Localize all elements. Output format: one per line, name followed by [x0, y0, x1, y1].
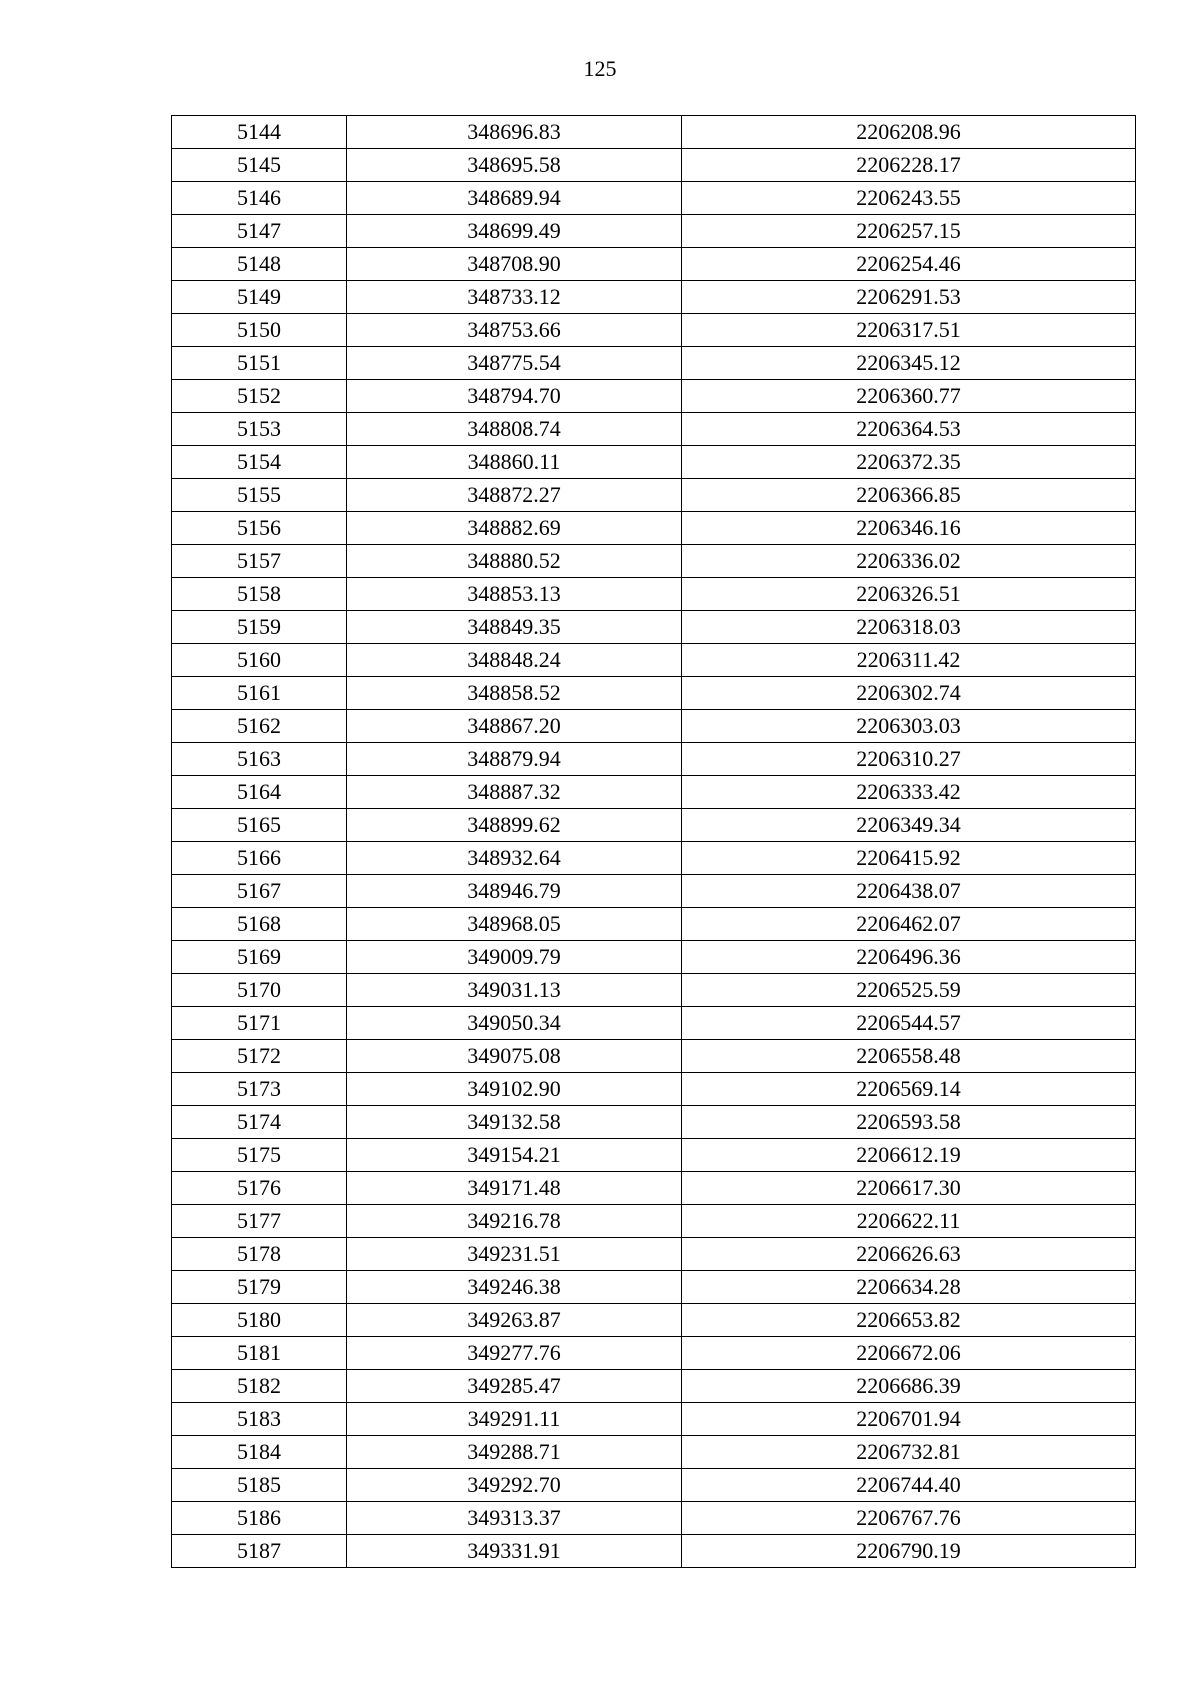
point-number-cell: 5170 [172, 974, 347, 1007]
x-coordinate-cell: 348946.79 [347, 875, 682, 908]
y-coordinate-cell: 2206569.14 [682, 1073, 1136, 1106]
table-row [172, 116, 1136, 149]
table-row [172, 1370, 1136, 1403]
table-row [172, 1106, 1136, 1139]
point-number-cell: 5169 [172, 941, 347, 974]
table-row [172, 875, 1136, 908]
point-number-cell: 5157 [172, 545, 347, 578]
table-row [172, 809, 1136, 842]
x-coordinate-cell: 348882.69 [347, 512, 682, 545]
x-coordinate-cell: 348867.20 [347, 710, 682, 743]
point-number-cell: 5172 [172, 1040, 347, 1073]
point-number-cell: 5183 [172, 1403, 347, 1436]
x-coordinate-cell: 349246.38 [347, 1271, 682, 1304]
point-number-cell: 5154 [172, 446, 347, 479]
x-coordinate-cell: 348808.74 [347, 413, 682, 446]
x-coordinate-cell: 348733.12 [347, 281, 682, 314]
table-row [172, 215, 1136, 248]
x-coordinate-cell: 349132.58 [347, 1106, 682, 1139]
y-coordinate-cell: 2206208.96 [682, 116, 1136, 149]
y-coordinate-cell: 2206291.53 [682, 281, 1136, 314]
x-coordinate-cell: 348848.24 [347, 644, 682, 677]
x-coordinate-cell: 349171.48 [347, 1172, 682, 1205]
x-coordinate-cell: 348794.70 [347, 380, 682, 413]
y-coordinate-cell: 2206372.35 [682, 446, 1136, 479]
y-coordinate-cell: 2206686.39 [682, 1370, 1136, 1403]
x-coordinate-cell: 348699.49 [347, 215, 682, 248]
y-coordinate-cell: 2206311.42 [682, 644, 1136, 677]
point-number-cell: 5180 [172, 1304, 347, 1337]
y-coordinate-cell: 2206525.59 [682, 974, 1136, 1007]
table-row [172, 1535, 1136, 1568]
y-coordinate-cell: 2206415.92 [682, 842, 1136, 875]
x-coordinate-cell: 348887.32 [347, 776, 682, 809]
table-row [172, 974, 1136, 1007]
point-number-cell: 5147 [172, 215, 347, 248]
point-number-cell: 5187 [172, 1535, 347, 1568]
table-row [172, 776, 1136, 809]
point-number-cell: 5177 [172, 1205, 347, 1238]
y-coordinate-cell: 2206558.48 [682, 1040, 1136, 1073]
y-coordinate-cell: 2206257.15 [682, 215, 1136, 248]
table-row [172, 842, 1136, 875]
point-number-cell: 5185 [172, 1469, 347, 1502]
table-row [172, 644, 1136, 677]
table-row [172, 1436, 1136, 1469]
x-coordinate-cell: 349009.79 [347, 941, 682, 974]
table-row [172, 347, 1136, 380]
point-number-cell: 5181 [172, 1337, 347, 1370]
y-coordinate-cell: 2206593.58 [682, 1106, 1136, 1139]
table-row [172, 1271, 1136, 1304]
y-coordinate-cell: 2206612.19 [682, 1139, 1136, 1172]
y-coordinate-cell: 2206701.94 [682, 1403, 1136, 1436]
x-coordinate-cell: 348880.52 [347, 545, 682, 578]
x-coordinate-cell: 348695.58 [347, 149, 682, 182]
y-coordinate-cell: 2206366.85 [682, 479, 1136, 512]
x-coordinate-cell: 348968.05 [347, 908, 682, 941]
point-number-cell: 5179 [172, 1271, 347, 1304]
table-row [172, 677, 1136, 710]
x-coordinate-cell: 348932.64 [347, 842, 682, 875]
point-number-cell: 5155 [172, 479, 347, 512]
x-coordinate-cell: 349313.37 [347, 1502, 682, 1535]
point-number-cell: 5171 [172, 1007, 347, 1040]
x-coordinate-cell: 349154.21 [347, 1139, 682, 1172]
point-number-cell: 5163 [172, 743, 347, 776]
coordinates-table [171, 115, 1136, 1568]
table-row [172, 413, 1136, 446]
point-number-cell: 5151 [172, 347, 347, 380]
x-coordinate-cell: 348696.83 [347, 116, 682, 149]
x-coordinate-cell: 349288.71 [347, 1436, 682, 1469]
point-number-cell: 5159 [172, 611, 347, 644]
table-row [172, 1469, 1136, 1502]
y-coordinate-cell: 2206333.42 [682, 776, 1136, 809]
table-row [172, 743, 1136, 776]
table-row [172, 512, 1136, 545]
y-coordinate-cell: 2206317.51 [682, 314, 1136, 347]
x-coordinate-cell: 348899.62 [347, 809, 682, 842]
y-coordinate-cell: 2206336.02 [682, 545, 1136, 578]
point-number-cell: 5150 [172, 314, 347, 347]
table-row [172, 545, 1136, 578]
y-coordinate-cell: 2206228.17 [682, 149, 1136, 182]
table-row [172, 446, 1136, 479]
table-row [172, 1172, 1136, 1205]
table-row [172, 941, 1136, 974]
y-coordinate-cell: 2206767.76 [682, 1502, 1136, 1535]
y-coordinate-cell: 2206349.34 [682, 809, 1136, 842]
x-coordinate-cell: 348775.54 [347, 347, 682, 380]
x-coordinate-cell: 349231.51 [347, 1238, 682, 1271]
table-row [172, 578, 1136, 611]
table-row [172, 1238, 1136, 1271]
y-coordinate-cell: 2206790.19 [682, 1535, 1136, 1568]
point-number-cell: 5149 [172, 281, 347, 314]
y-coordinate-cell: 2206653.82 [682, 1304, 1136, 1337]
x-coordinate-cell: 348879.94 [347, 743, 682, 776]
y-coordinate-cell: 2206345.12 [682, 347, 1136, 380]
table-row [172, 710, 1136, 743]
y-coordinate-cell: 2206360.77 [682, 380, 1136, 413]
y-coordinate-cell: 2206617.30 [682, 1172, 1136, 1205]
x-coordinate-cell: 348860.11 [347, 446, 682, 479]
table-row [172, 1502, 1136, 1535]
point-number-cell: 5145 [172, 149, 347, 182]
x-coordinate-cell: 348708.90 [347, 248, 682, 281]
point-number-cell: 5153 [172, 413, 347, 446]
point-number-cell: 5161 [172, 677, 347, 710]
table-row [172, 1040, 1136, 1073]
x-coordinate-cell: 349292.70 [347, 1469, 682, 1502]
x-coordinate-cell: 349263.87 [347, 1304, 682, 1337]
table-row [172, 380, 1136, 413]
point-number-cell: 5165 [172, 809, 347, 842]
x-coordinate-cell: 348689.94 [347, 182, 682, 215]
point-number-cell: 5166 [172, 842, 347, 875]
y-coordinate-cell: 2206634.28 [682, 1271, 1136, 1304]
point-number-cell: 5178 [172, 1238, 347, 1271]
x-coordinate-cell: 349050.34 [347, 1007, 682, 1040]
table-row [172, 149, 1136, 182]
table-row [172, 611, 1136, 644]
point-number-cell: 5156 [172, 512, 347, 545]
point-number-cell: 5176 [172, 1172, 347, 1205]
y-coordinate-cell: 2206326.51 [682, 578, 1136, 611]
y-coordinate-cell: 2206438.07 [682, 875, 1136, 908]
point-number-cell: 5144 [172, 116, 347, 149]
x-coordinate-cell: 348849.35 [347, 611, 682, 644]
y-coordinate-cell: 2206744.40 [682, 1469, 1136, 1502]
table-row [172, 479, 1136, 512]
y-coordinate-cell: 2206302.74 [682, 677, 1136, 710]
x-coordinate-cell: 348858.52 [347, 677, 682, 710]
x-coordinate-cell: 349216.78 [347, 1205, 682, 1238]
point-number-cell: 5164 [172, 776, 347, 809]
point-number-cell: 5152 [172, 380, 347, 413]
x-coordinate-cell: 349291.11 [347, 1403, 682, 1436]
y-coordinate-cell: 2206318.03 [682, 611, 1136, 644]
table-row [172, 248, 1136, 281]
table-row [172, 1007, 1136, 1040]
table-row [172, 1337, 1136, 1370]
table-row [172, 182, 1136, 215]
point-number-cell: 5184 [172, 1436, 347, 1469]
y-coordinate-cell: 2206346.16 [682, 512, 1136, 545]
x-coordinate-cell: 349102.90 [347, 1073, 682, 1106]
x-coordinate-cell: 349075.08 [347, 1040, 682, 1073]
y-coordinate-cell: 2206626.63 [682, 1238, 1136, 1271]
y-coordinate-cell: 2206496.36 [682, 941, 1136, 974]
y-coordinate-cell: 2206243.55 [682, 182, 1136, 215]
y-coordinate-cell: 2206544.57 [682, 1007, 1136, 1040]
table-row [172, 908, 1136, 941]
point-number-cell: 5182 [172, 1370, 347, 1403]
x-coordinate-cell: 349285.47 [347, 1370, 682, 1403]
y-coordinate-cell: 2206303.03 [682, 710, 1136, 743]
x-coordinate-cell: 349277.76 [347, 1337, 682, 1370]
table-row [172, 1304, 1136, 1337]
table-row [172, 1139, 1136, 1172]
x-coordinate-cell: 348753.66 [347, 314, 682, 347]
point-number-cell: 5162 [172, 710, 347, 743]
y-coordinate-cell: 2206254.46 [682, 248, 1136, 281]
coordinates-table-body [172, 116, 1136, 1568]
table-row [172, 1403, 1136, 1436]
point-number-cell: 5167 [172, 875, 347, 908]
point-number-cell: 5158 [172, 578, 347, 611]
x-coordinate-cell: 349031.13 [347, 974, 682, 1007]
table-row [172, 1073, 1136, 1106]
table-row [172, 314, 1136, 347]
point-number-cell: 5148 [172, 248, 347, 281]
y-coordinate-cell: 2206732.81 [682, 1436, 1136, 1469]
point-number-cell: 5146 [172, 182, 347, 215]
y-coordinate-cell: 2206364.53 [682, 413, 1136, 446]
point-number-cell: 5174 [172, 1106, 347, 1139]
point-number-cell: 5168 [172, 908, 347, 941]
x-coordinate-cell: 349331.91 [347, 1535, 682, 1568]
page-number: 125 [583, 56, 617, 81]
x-coordinate-cell: 348872.27 [347, 479, 682, 512]
y-coordinate-cell: 2206672.06 [682, 1337, 1136, 1370]
y-coordinate-cell: 2206622.11 [682, 1205, 1136, 1238]
point-number-cell: 5186 [172, 1502, 347, 1535]
point-number-cell: 5160 [172, 644, 347, 677]
y-coordinate-cell: 2206462.07 [682, 908, 1136, 941]
table-row [172, 281, 1136, 314]
point-number-cell: 5175 [172, 1139, 347, 1172]
x-coordinate-cell: 348853.13 [347, 578, 682, 611]
y-coordinate-cell: 2206310.27 [682, 743, 1136, 776]
table-row [172, 1205, 1136, 1238]
point-number-cell: 5173 [172, 1073, 347, 1106]
